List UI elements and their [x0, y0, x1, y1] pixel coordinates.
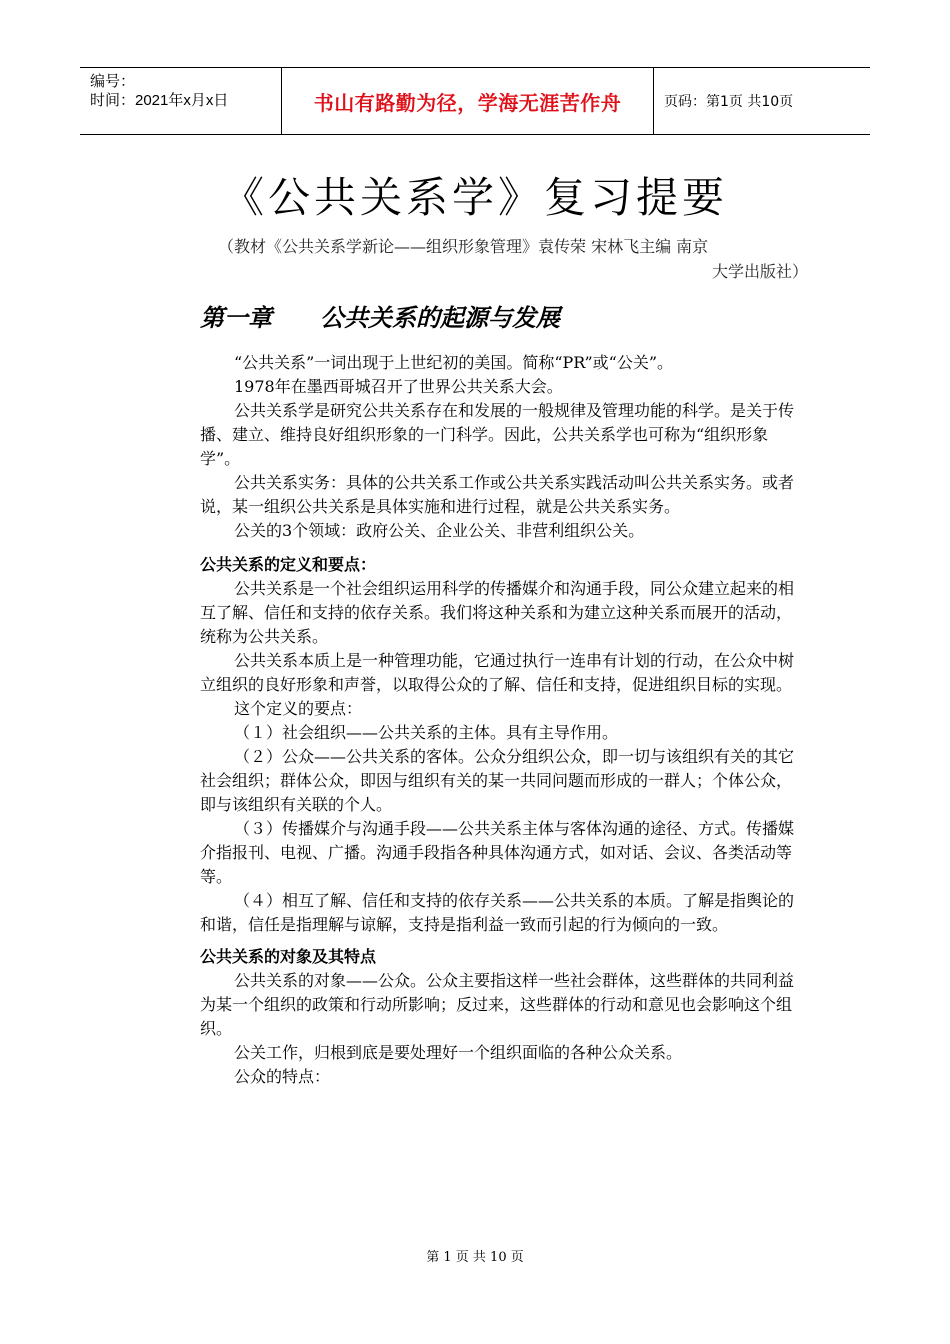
paragraph: 公关工作，归根到底是要处理好一个组织面临的各种公众关系。	[234, 1043, 683, 1062]
number-label: 编号：	[90, 73, 136, 90]
section-heading: 公共关系的定义和要点：	[200, 555, 377, 574]
paragraph: 1978年在墨西哥城召开了世界公共关系大会。	[234, 377, 563, 396]
subtitle	[200, 234, 820, 284]
page-footer: 第 1 页 共 10 页	[426, 1250, 524, 1265]
document-header	[80, 67, 870, 135]
motto-text: 书山有路勤为径，学海无涯苦作舟	[313, 90, 622, 115]
paragraph: 这个定义的要点：	[234, 699, 363, 718]
header-motto-cell	[282, 68, 654, 134]
header-page-cell	[654, 68, 870, 134]
paragraph: 公共关系本质上是一种管理功能，它通过执行一连串有计划的行动，在公众中树立组织的良好形象和声誉，以取得公众的了解、信任和支持，促进组织目标的实现。	[200, 651, 795, 694]
date-label: 时间：2021年x月x日	[90, 92, 229, 109]
page-title: 《公共关系学》复习提要	[221, 173, 728, 222]
header-meta	[80, 68, 282, 134]
chapter-label: 第一章	[200, 304, 272, 332]
subtitle-line-2: 大学出版社）	[711, 262, 808, 281]
section-heading: 公共关系的对象及其特点	[200, 947, 377, 966]
subtitle-line-1: （教材《公共关系学新论——组织形象管理》袁传荣 宋林飞主编 南京	[218, 237, 709, 256]
paragraph: 公共关系的对象——公众。公众主要指这样一些社会群体，这些群体的共同利益为某一个组织的政策和行动所影响；反过来，这些群体的行动和意见也会影响这个组织。	[200, 971, 795, 1038]
chapter-name: 公共关系的起源与发展	[320, 304, 560, 332]
chapter-heading	[200, 300, 560, 336]
paragraph: 公共关系实务：具体的公共关系工作或公共关系实践活动叫公共关系实务。或者说，某一组织公共关系是具体实施和进行过程，就是公共关系实务。	[200, 473, 795, 516]
list-item: （３）传播媒介与沟通手段——公共关系主体与客体沟通的途径、方式。传播媒介指报刊、电视、广播。沟通手段指各种具体沟通方式，如对话、会议、各类活动等等。	[200, 819, 795, 886]
page-info: 页码：第1页 共10页	[664, 94, 794, 110]
paragraph: “公共关系”一词出现于上世纪初的美国。简称“PR”或“公关”。	[234, 353, 674, 372]
list-item: （４）相互了解、信任和支持的依存关系——公共关系的本质。了解是指舆论的和谐，信任是指理解与谅解，支持是指利益一致而引起的行为倾向的一致。	[200, 891, 795, 934]
list-item: （１）社会组织——公共关系的主体。具有主导作用。	[234, 723, 619, 742]
body-text	[200, 351, 804, 1089]
paragraph: 公共关系学是研究公共关系存在和发展的一般规律及管理功能的科学。是关于传播、建立、维持良好组织形象的一门科学。因此，公共关系学也可称为“组织形象学”。	[200, 401, 795, 468]
paragraph: 公共关系是一个社会组织运用科学的传播媒介和沟通手段，同公众建立起来的相互了解、信任和支持的依存关系。我们将这种关系和为建立这种关系而展开的活动，统称为公共关系。	[200, 579, 795, 646]
paragraph: 公关的3个领域：政府公关、企业公关、非营利组织公关。	[234, 521, 645, 540]
list-item: （２）公众——公共关系的客体。公众分组织公众，即一切与该组织有关的其它社会组织；群体公众，即因与组织有关的某一共同问题而形成的一群人；个体公众，即与该组织有关联的个人。	[200, 747, 795, 814]
paragraph: 公众的特点：	[234, 1067, 331, 1086]
